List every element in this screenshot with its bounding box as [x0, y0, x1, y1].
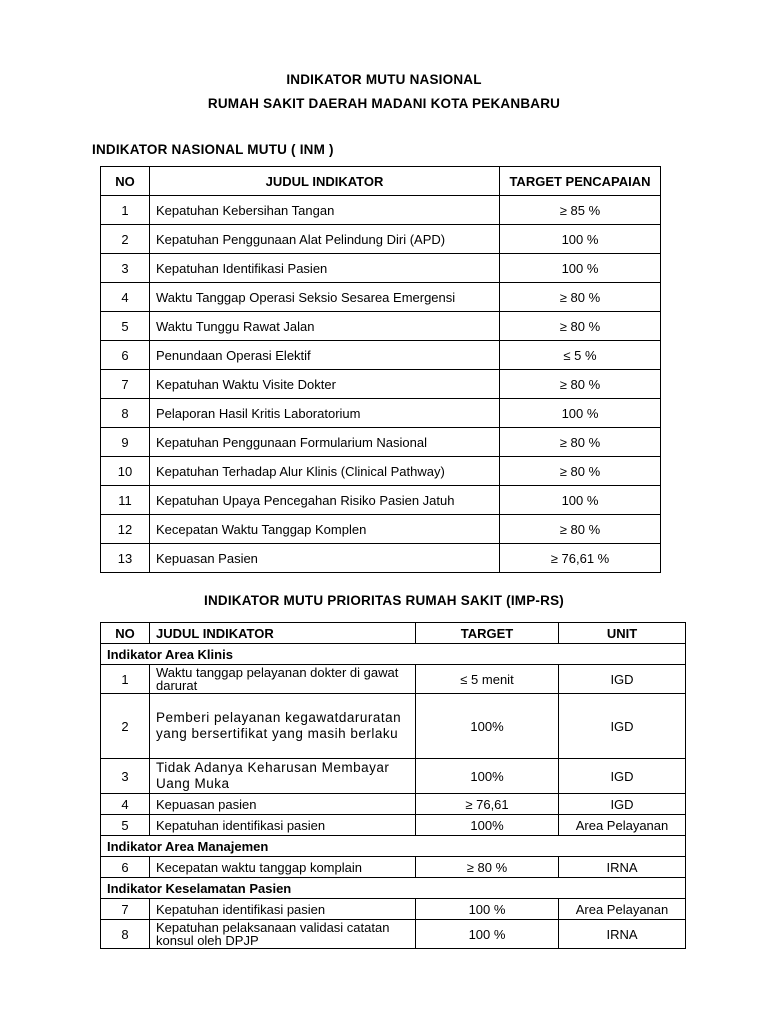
- inm-table-row: [101, 457, 661, 486]
- imp-header-target: TARGET: [416, 623, 559, 644]
- imp-row-target: ≥ 80 %: [416, 857, 559, 878]
- imp-row-unit: Area Pelayanan: [559, 899, 686, 920]
- imp-table-row: [101, 794, 686, 815]
- inm-row-no: 8: [101, 399, 150, 428]
- imp-row-unit: IGD: [559, 694, 686, 759]
- inm-row-target: ≤ 5 %: [500, 341, 661, 370]
- imp-row-unit: IGD: [559, 759, 686, 794]
- imp-group-label: Indikator Area Manajemen: [101, 836, 686, 857]
- inm-row-judul: Waktu Tunggu Rawat Jalan: [150, 312, 500, 341]
- imp-table-row: [101, 759, 686, 794]
- inm-row-no: 9: [101, 428, 150, 457]
- imp-row-no: 5: [101, 815, 150, 836]
- inm-row-target: 100 %: [500, 225, 661, 254]
- imp-row-no: 3: [101, 759, 150, 794]
- inm-row-no: 13: [101, 544, 150, 573]
- imp-row-target: 100%: [416, 759, 559, 794]
- imp-row-no: 1: [101, 665, 150, 694]
- inm-row-target: ≥ 80 %: [500, 312, 661, 341]
- inm-row-no: 1: [101, 196, 150, 225]
- imp-row-unit: IRNA: [559, 920, 686, 949]
- inm-row-judul: Kecepatan Waktu Tanggap Komplen: [150, 515, 500, 544]
- inm-table-row: [101, 312, 661, 341]
- imp-row-no: 2: [101, 694, 150, 759]
- imp-row-target: 100 %: [416, 899, 559, 920]
- imp-group-row: [101, 644, 686, 665]
- imp-row-target: 100%: [416, 694, 559, 759]
- inm-row-target: ≥ 80 %: [500, 428, 661, 457]
- inm-row-no: 7: [101, 370, 150, 399]
- imp-header-row: [101, 623, 686, 644]
- inm-row-no: 5: [101, 312, 150, 341]
- imp-row-no: 6: [101, 857, 150, 878]
- inm-table-row: [101, 225, 661, 254]
- inm-row-no: 4: [101, 283, 150, 312]
- imp-table: [100, 622, 686, 949]
- imp-table-row: [101, 920, 686, 949]
- imp-table-row: [101, 694, 686, 759]
- inm-table-row: [101, 486, 661, 515]
- inm-table-row: [101, 254, 661, 283]
- inm-row-judul: Pelaporan Hasil Kritis Laboratorium: [150, 399, 500, 428]
- imp-row-target: 100 %: [416, 920, 559, 949]
- imp-header-judul: JUDUL INDIKATOR: [150, 623, 416, 644]
- inm-row-no: 6: [101, 341, 150, 370]
- inm-row-judul: Kepatuhan Identifikasi Pasien: [150, 254, 500, 283]
- imp-header-unit: UNIT: [559, 623, 686, 644]
- inm-row-target: 100 %: [500, 399, 661, 428]
- inm-header-row: [101, 167, 661, 196]
- inm-table-row: [101, 370, 661, 399]
- imp-row-no: 8: [101, 920, 150, 949]
- inm-row-no: 2: [101, 225, 150, 254]
- imp-table-row: [101, 899, 686, 920]
- document-subtitle: RUMAH SAKIT DAERAH MADANI KOTA PEKANBARU: [207, 96, 561, 111]
- imp-row-unit: IGD: [559, 665, 686, 694]
- inm-table: [100, 166, 661, 573]
- inm-row-judul: Penundaan Operasi Elektif: [150, 341, 500, 370]
- imp-table-row: [101, 665, 686, 694]
- imp-row-judul: Kecepatan waktu tanggap komplain: [150, 857, 416, 878]
- imp-header-no: NO: [101, 623, 150, 644]
- document-title: INDIKATOR MUTU NASIONAL: [286, 72, 482, 87]
- imp-row-judul: Kepatuhan identifikasi pasien: [150, 899, 416, 920]
- inm-row-judul: Waktu Tanggap Operasi Seksio Sesarea Emergensi: [150, 283, 500, 312]
- imp-row-judul: Kepuasan pasien: [150, 794, 416, 815]
- inm-header-target: TARGET PENCAPAIAN: [500, 167, 661, 196]
- inm-row-no: 10: [101, 457, 150, 486]
- imp-row-judul: Pemberi pelayanan kegawatdaruratan yang bersertifikat yang masih berlaku: [150, 694, 416, 759]
- inm-row-target: ≥ 80 %: [500, 370, 661, 399]
- inm-header-no: NO: [101, 167, 150, 196]
- imp-row-target: ≤ 5 menit: [416, 665, 559, 694]
- inm-row-judul: Kepatuhan Waktu Visite Dokter: [150, 370, 500, 399]
- imp-row-judul: Kepatuhan identifikasi pasien: [150, 815, 416, 836]
- inm-header-judul: JUDUL INDIKATOR: [150, 167, 500, 196]
- inm-row-no: 11: [101, 486, 150, 515]
- imp-group-row: [101, 878, 686, 899]
- imp-table-row: [101, 857, 686, 878]
- inm-row-target: 100 %: [500, 254, 661, 283]
- imp-group-label: Indikator Keselamatan Pasien: [101, 878, 686, 899]
- imp-row-target: ≥ 76,61: [416, 794, 559, 815]
- imp-section-title: INDIKATOR MUTU PRIORITAS RUMAH SAKIT (IMP-RS): [204, 593, 564, 608]
- imp-row-no: 7: [101, 899, 150, 920]
- imp-group-row: [101, 836, 686, 857]
- inm-row-target: ≥ 80 %: [500, 283, 661, 312]
- imp-row-target: 100%: [416, 815, 559, 836]
- imp-row-unit: IRNA: [559, 857, 686, 878]
- inm-table-row: [101, 515, 661, 544]
- imp-table-row: [101, 815, 686, 836]
- imp-row-judul: Tidak Adanya Keharusan Membayar Uang Muka: [150, 759, 416, 794]
- inm-row-judul: Kepatuhan Kebersihan Tangan: [150, 196, 500, 225]
- inm-row-judul: Kepatuhan Terhadap Alur Klinis (Clinical Pathway): [150, 457, 500, 486]
- inm-table-row: [101, 399, 661, 428]
- inm-table-row: [101, 544, 661, 573]
- inm-row-target: ≥ 80 %: [500, 457, 661, 486]
- inm-table-row: [101, 428, 661, 457]
- imp-row-unit: Area Pelayanan: [559, 815, 686, 836]
- imp-group-label: Indikator Area Klinis: [101, 644, 686, 665]
- imp-row-no: 4: [101, 794, 150, 815]
- inm-row-judul: Kepatuhan Penggunaan Alat Pelindung Diri (APD): [150, 225, 500, 254]
- inm-row-target: ≥ 85 %: [500, 196, 661, 225]
- inm-table-row: [101, 283, 661, 312]
- inm-table-row: [101, 196, 661, 225]
- imp-row-unit: IGD: [559, 794, 686, 815]
- inm-row-no: 12: [101, 515, 150, 544]
- inm-row-judul: Kepatuhan Penggunaan Formularium Nasional: [150, 428, 500, 457]
- inm-row-target: ≥ 80 %: [500, 515, 661, 544]
- inm-row-judul: Kepuasan Pasien: [150, 544, 500, 573]
- inm-row-no: 3: [101, 254, 150, 283]
- imp-row-judul: Waktu tanggap pelayanan dokter di gawat darurat: [150, 665, 416, 694]
- inm-row-target: 100 %: [500, 486, 661, 515]
- inm-table-row: [101, 341, 661, 370]
- inm-section-title: INDIKATOR NASIONAL MUTU ( INM ): [92, 142, 334, 157]
- inm-row-judul: Kepatuhan Upaya Pencegahan Risiko Pasien Jatuh: [150, 486, 500, 515]
- inm-row-target: ≥ 76,61 %: [500, 544, 661, 573]
- imp-row-judul: Kepatuhan pelaksanaan validasi catatan konsul oleh DPJP: [150, 920, 416, 949]
